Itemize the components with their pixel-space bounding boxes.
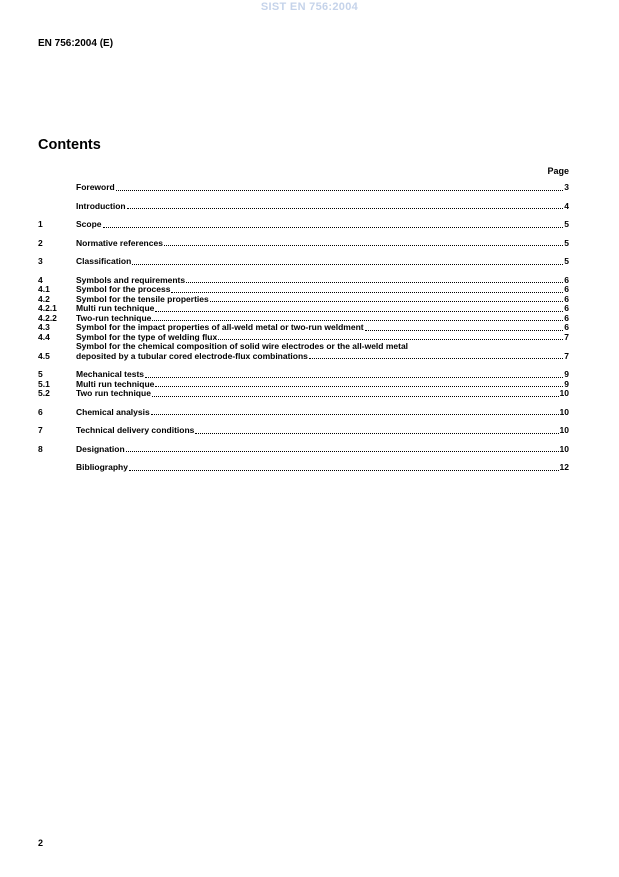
toc-entry-number: 4.1 xyxy=(38,284,50,294)
toc-entry-number: 4.3 xyxy=(38,322,50,332)
toc-entry-number: 3 xyxy=(38,256,43,266)
toc-entry-page: 10 xyxy=(559,443,569,454)
toc-entry-title: Classification xyxy=(76,257,132,266)
toc-entry-page: 3 xyxy=(564,182,569,192)
toc-entry-page: 4 xyxy=(564,200,569,211)
dot-leader xyxy=(186,282,563,283)
toc-entry-page: 6 xyxy=(564,284,569,294)
contents-heading: Contents xyxy=(38,137,101,153)
toc-entry-number: 6 xyxy=(38,406,43,417)
toc-entry-number: 4 xyxy=(38,274,43,285)
toc-entry[interactable] xyxy=(38,295,569,305)
toc-entry[interactable] xyxy=(38,463,569,473)
dot-leader xyxy=(155,386,563,387)
toc-entry-number: 4.2.2 xyxy=(38,312,57,323)
toc-entry-page: 6 xyxy=(564,293,569,304)
toc-entry[interactable] xyxy=(38,445,569,455)
toc-entry[interactable] xyxy=(38,276,569,286)
toc-entry-number: 4.2 xyxy=(38,293,50,304)
toc-entry-title: Symbols and requirements xyxy=(76,275,186,285)
dot-leader xyxy=(103,227,564,228)
toc-entry-page: 10 xyxy=(559,406,569,417)
toc-entry-title: Symbol for the chemical composition of solid wire electrodes or the all-weld metal xyxy=(76,342,409,351)
dot-leader xyxy=(210,301,564,302)
toc-entry-page: 6 xyxy=(564,312,569,323)
toc-entry[interactable] xyxy=(38,257,569,267)
toc-entry[interactable] xyxy=(38,285,569,295)
toc-entry-number: 7 xyxy=(38,425,43,435)
toc-entry-title: Normative references xyxy=(76,238,163,248)
toc-entry-page: 5 xyxy=(564,256,569,266)
toc-entry-title: Chemical analysis xyxy=(76,407,150,417)
toc-entry[interactable] xyxy=(38,408,569,418)
toc-entry-title: Symbol for the type of welding flux xyxy=(76,332,218,342)
table-of-contents xyxy=(38,183,569,473)
toc-entry[interactable] xyxy=(38,380,569,390)
toc-entry-page: 5 xyxy=(564,219,569,229)
toc-entry-title: Two run technique xyxy=(76,389,151,398)
toc-entry[interactable] xyxy=(38,426,569,436)
toc-entry[interactable] xyxy=(38,389,569,399)
dot-leader xyxy=(126,451,559,452)
dot-leader xyxy=(129,470,559,471)
toc-entry[interactable] xyxy=(38,370,569,380)
toc-entry[interactable] xyxy=(38,239,569,249)
toc-entry[interactable] xyxy=(38,202,569,212)
dot-leader xyxy=(132,264,563,265)
dot-leader xyxy=(145,377,563,378)
dot-leader xyxy=(155,311,563,312)
toc-entry-number: 4.5 xyxy=(38,350,50,361)
toc-entry-title: Bibliography xyxy=(76,463,128,472)
dot-leader xyxy=(365,330,564,331)
watermark: SIST EN 756:2004 xyxy=(260,1,359,13)
toc-entry-title: Scope xyxy=(76,220,102,229)
toc-entry-number: 2 xyxy=(38,237,43,248)
toc-entry-page: 7 xyxy=(564,350,569,361)
toc-entry-number: 4.2.1 xyxy=(38,303,57,313)
toc-entry-number: 5.2 xyxy=(38,388,50,398)
dot-leader xyxy=(116,190,564,191)
dot-leader xyxy=(171,292,563,293)
dot-leader xyxy=(127,208,564,209)
toc-entry-number: 4.4 xyxy=(38,331,50,342)
dot-leader xyxy=(152,320,563,321)
toc-entry-number: 8 xyxy=(38,443,43,454)
toc-entry-page: 9 xyxy=(564,378,569,389)
toc-entry-title: Introduction xyxy=(76,201,126,211)
toc-entry[interactable] xyxy=(38,314,569,324)
toc-entry-page: 10 xyxy=(559,425,569,435)
dot-leader xyxy=(195,433,558,434)
dot-leader xyxy=(164,245,563,246)
dot-leader xyxy=(152,396,559,397)
toc-entry-title: Symbol for the tensile properties xyxy=(76,294,209,304)
toc-entry-title: Designation xyxy=(76,444,125,454)
toc-entry[interactable] xyxy=(38,183,569,193)
page-column-label: Page xyxy=(547,166,569,176)
toc-entry-page: 12 xyxy=(559,462,569,472)
toc-entry-number: 5 xyxy=(38,369,43,379)
toc-entry-page: 7 xyxy=(564,331,569,342)
dot-leader xyxy=(309,358,563,359)
dot-leader xyxy=(218,339,563,340)
toc-entry-number: 5.1 xyxy=(38,378,50,389)
toc-entry-number: 1 xyxy=(38,219,43,229)
toc-entry[interactable] xyxy=(38,323,569,333)
toc-entry-page: 6 xyxy=(564,303,569,313)
toc-entry-title: Symbol for the process xyxy=(76,285,171,294)
toc-entry-page: 6 xyxy=(564,274,569,285)
toc-entry-title: Symbol for the impact properties of all-weld metal or two-run weldment xyxy=(76,323,364,332)
toc-entry-title-continued: deposited by a tubular cored electrode-flux combinations xyxy=(76,350,308,361)
toc-entry-title: Mechanical tests xyxy=(76,370,145,379)
toc-entry[interactable] xyxy=(38,304,569,314)
toc-entry-page: 9 xyxy=(564,369,569,379)
toc-entry[interactable] xyxy=(38,220,569,230)
toc-entry-title: Multi run technique xyxy=(76,304,155,313)
toc-entry-page: 10 xyxy=(559,388,569,398)
toc-entry[interactable] xyxy=(38,333,569,343)
dot-leader xyxy=(151,414,559,415)
toc-entry-title: Technical delivery conditions xyxy=(76,426,195,435)
toc-entry-title: Two-run technique xyxy=(76,313,152,323)
toc-entry-page: 6 xyxy=(564,322,569,332)
toc-entry-title: Multi run technique xyxy=(76,379,155,389)
toc-entry[interactable] xyxy=(38,342,569,361)
document-id: EN 756:2004 (E) xyxy=(38,38,114,49)
toc-entry-page: 5 xyxy=(564,237,569,248)
toc-entry-title: Foreword xyxy=(76,183,115,192)
page-number: 2 xyxy=(38,838,44,848)
